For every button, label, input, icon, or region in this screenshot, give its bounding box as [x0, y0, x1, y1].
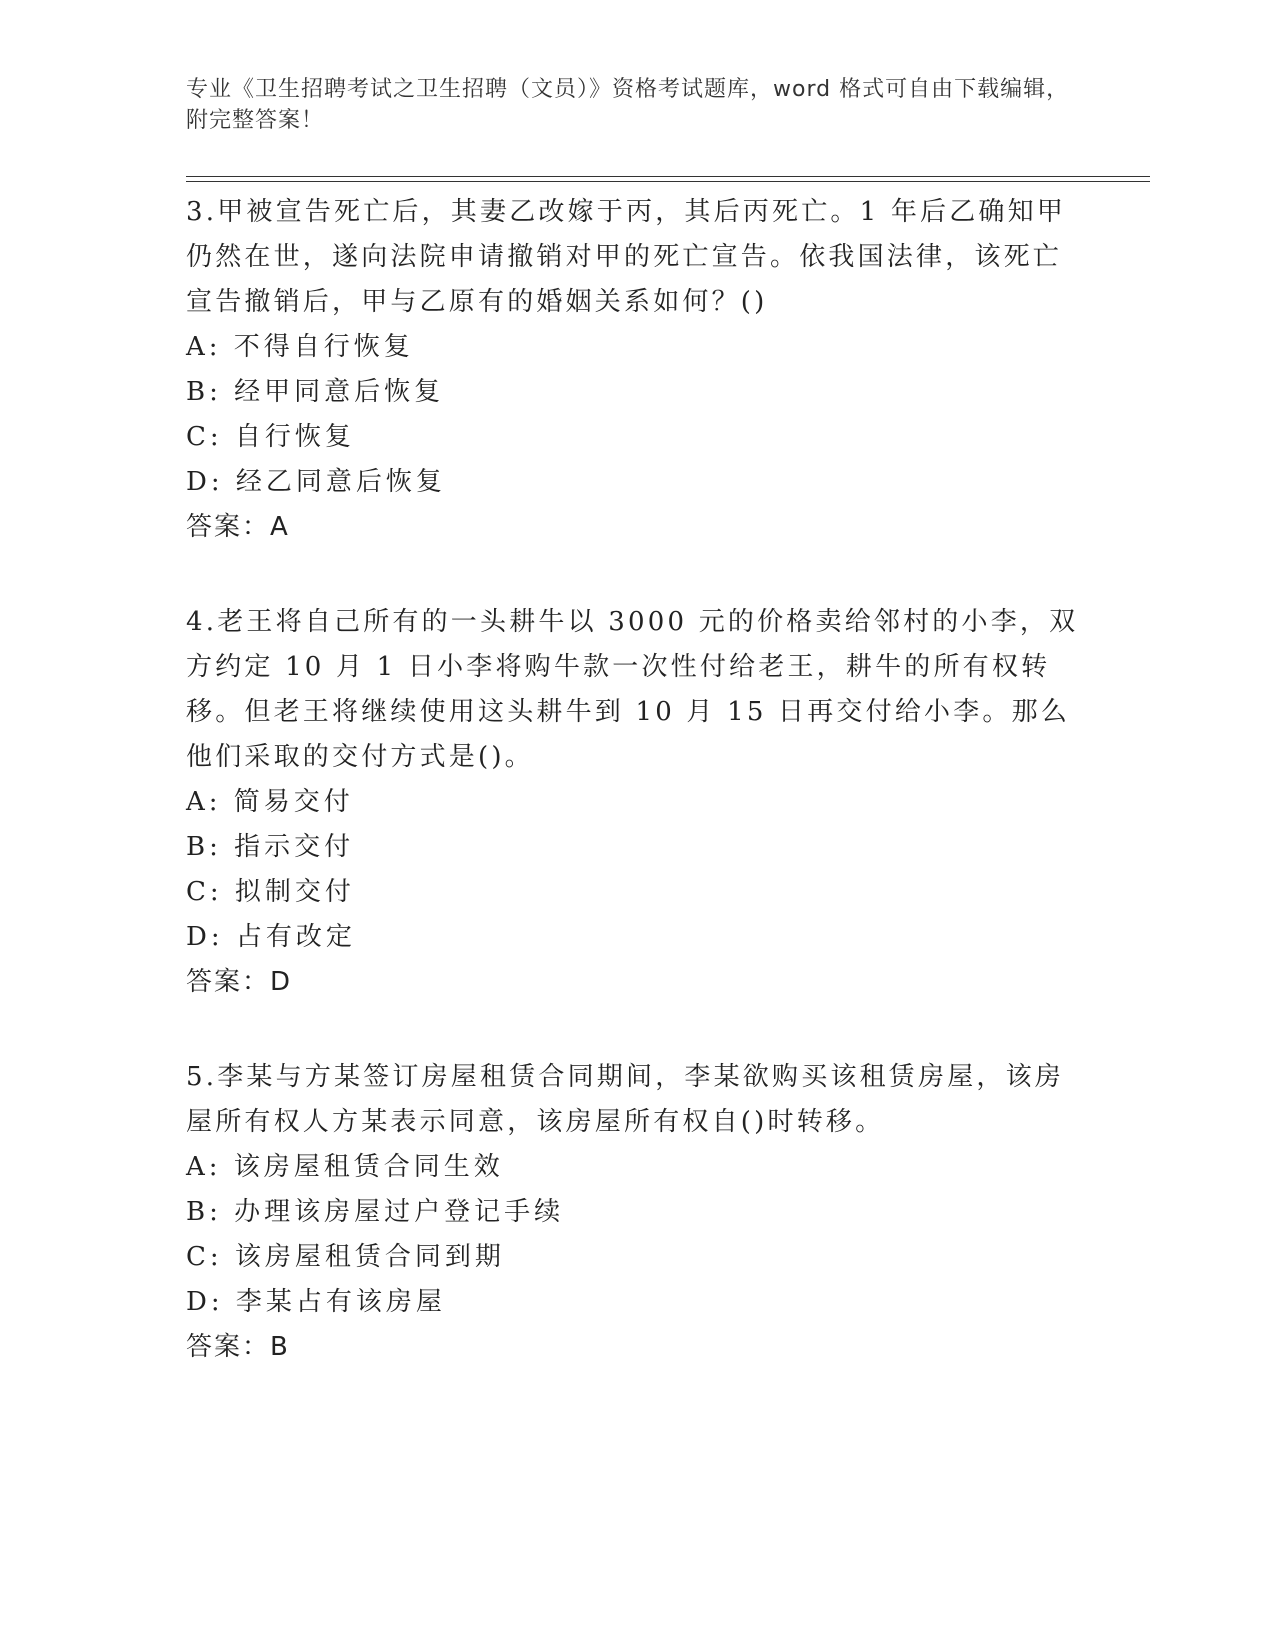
option-c: C: 该房屋租赁合同到期	[186, 1242, 505, 1272]
option-d: D: 李某占有该房屋	[186, 1287, 446, 1317]
option-b: B: 经甲同意后恢复	[186, 377, 445, 407]
option-d: D: 占有改定	[186, 922, 356, 952]
question-stem: 3.甲被宣告死亡后，其妻乙改嫁于丙，其后丙死亡。1 年后乙确知甲仍然在世，遂向法院申请撤销对甲的死亡宣告。依我国法律，该死亡宣告撤销后，甲与乙原有的婚姻关系如何？()	[186, 197, 1067, 317]
option-c: C: 拟制交付	[186, 877, 355, 907]
answer-line: 答案：B	[186, 1332, 290, 1362]
option-a: A: 简易交付	[186, 787, 354, 817]
option-c: C: 自行恢复	[186, 422, 355, 452]
option-b: B: 办理该房屋过户登记手续	[186, 1197, 565, 1227]
question-3	[186, 190, 1086, 550]
document-header: 专业《卫生招聘考试之卫生招聘（文员）》资格考试题库，word 格式可自由下载编辑，附完整答案！	[186, 77, 1070, 133]
answer-line: 答案：D	[186, 967, 293, 997]
option-a: A: 不得自行恢复	[186, 332, 414, 362]
question-4	[186, 600, 1086, 1005]
question-5	[186, 1055, 1086, 1370]
option-b: B: 指示交付	[186, 832, 355, 862]
option-a: A: 该房屋租赁合同生效	[186, 1152, 504, 1182]
header-divider-top	[186, 176, 1150, 177]
header-divider-bottom	[186, 181, 1150, 182]
question-stem: 5.李某与方某签订房屋租赁合同期间，李某欲购买该租赁房屋，该房屋所有权人方某表示同意，该房屋所有权自()时转移。	[186, 1062, 1065, 1137]
option-d: D: 经乙同意后恢复	[186, 467, 446, 497]
question-stem: 4.老王将自己所有的一头耕牛以 3000 元的价格卖给邻村的小李，双方约定 10 月 1 日小李将购牛款一次性付给老王，耕牛的所有权转移。但老王将继续使用这头耕牛到 10 月 15 日再交付给小李。那么他们采取的交付方式是()。	[186, 607, 1079, 772]
answer-line: 答案：A	[186, 512, 290, 542]
